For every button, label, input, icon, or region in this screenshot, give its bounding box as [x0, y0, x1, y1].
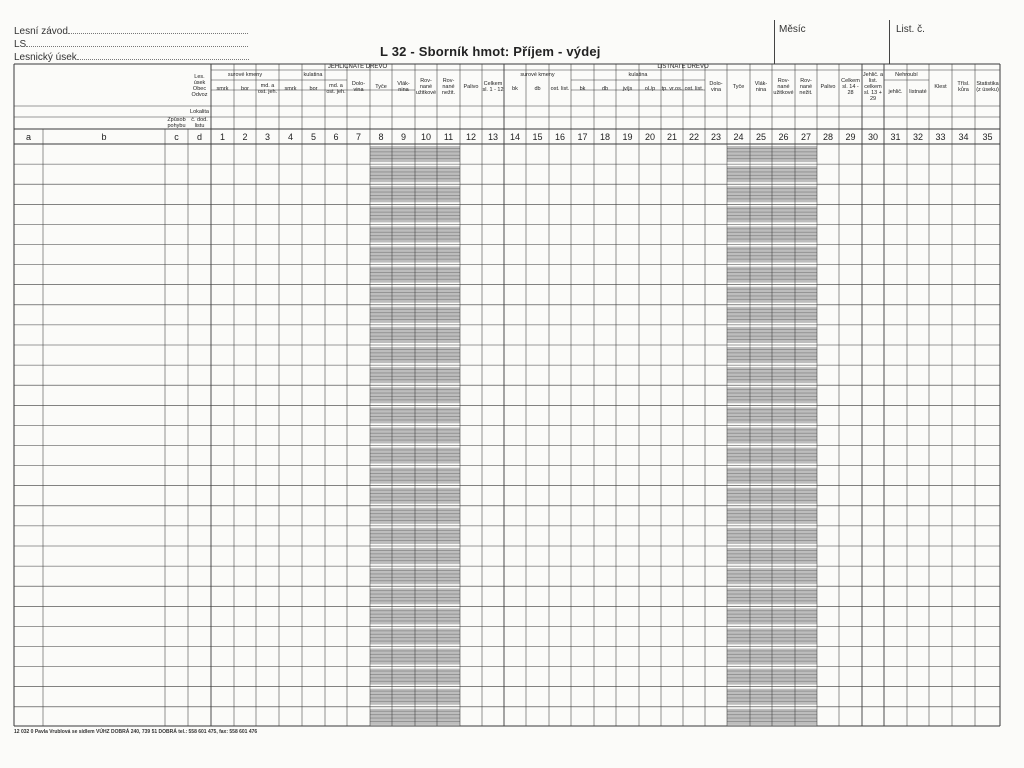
column-header-18: db [601, 86, 609, 92]
column-number-19: 19 [622, 132, 633, 142]
column-number-3: 3 [264, 132, 270, 142]
column-header-23: Dolo- vina [709, 81, 723, 93]
column-number-31: 31 [890, 132, 901, 142]
column-header-7: Dolo- vina [351, 81, 366, 93]
column-number-16: 16 [554, 132, 565, 142]
column-header-31: jehlič. [888, 89, 903, 95]
column-number-5: 5 [310, 132, 316, 142]
column-number-4: 4 [287, 132, 293, 142]
column-header-21: tp. vr.os. [661, 86, 683, 92]
label-lokalita: Lokalita [190, 108, 209, 115]
column-header-22: ost. list. [684, 86, 704, 92]
lesnicky-usek-label: Lesnický úsek [14, 52, 77, 63]
label-c-dod-listu: č. dod. listu [191, 117, 208, 129]
lesni-zavod-label: Lesní závod [14, 26, 68, 37]
ls-label: LS [14, 39, 27, 50]
subgroup-kulatina-jeh: kulatina [303, 72, 323, 78]
column-number-2: 2 [242, 132, 248, 142]
column-number-6: 6 [333, 132, 339, 142]
column-number-7: 7 [355, 132, 361, 142]
column-header-33: Klest [934, 84, 947, 90]
column-number-29: 29 [845, 132, 856, 142]
column-header-3: md. a ost. jeh. [257, 83, 278, 95]
column-number-14: 14 [509, 132, 520, 142]
column-number-18: 18 [599, 132, 610, 142]
column-number-a: a [25, 132, 31, 142]
column-number-27: 27 [800, 132, 811, 142]
column-header-32: listnaté [909, 89, 927, 95]
column-header-29: Celkem sl. 14 - 28 [841, 78, 860, 96]
page-title: L 32 - Sborník hmot: Příjem - výdej [380, 44, 601, 59]
column-header-30: Jehlič. a list. celkem sl. 13 + 29 [862, 72, 884, 102]
column-number-25: 25 [755, 132, 766, 142]
column-number-8: 8 [378, 132, 384, 142]
column-header-25: Vlák- nina [754, 81, 768, 93]
column-header-24: Tyče [732, 84, 745, 90]
column-number-24: 24 [733, 132, 744, 142]
group-jehlicnate-drevo: JEHLIČNATÉ DŘEVO [327, 64, 388, 70]
list-cislo-label: List. č. [896, 24, 925, 35]
column-header-34: Třísl. kůra [957, 81, 970, 93]
column-header-4: smrk [284, 86, 297, 92]
mesic-label: Měsíc [779, 24, 806, 35]
subgroup-kulatina-list: kulatina [628, 72, 648, 78]
column-header-27: Rov- nané nežit. [799, 78, 813, 96]
column-header-16: ost. list. [550, 86, 570, 92]
column-number-12: 12 [465, 132, 476, 142]
column-header-17: bk [579, 86, 586, 92]
column-header-5: bor [309, 86, 318, 92]
column-number-20: 20 [644, 132, 655, 142]
column-number-15: 15 [532, 132, 543, 142]
group-listnate-drevo: LISTNATÉ DŘEVO [657, 64, 709, 70]
column-header-9: Vlák- nina [397, 81, 410, 93]
column-header-1: smrk [216, 86, 229, 92]
column-header-10: Rov- nané užitkové [415, 78, 437, 96]
column-header-8: Tyče [375, 84, 387, 90]
column-number-b: b [101, 132, 107, 142]
subgroup-surove-kmeny-list: surové kmeny [520, 72, 555, 78]
column-header-11: Rov- nané nežit. [441, 78, 456, 96]
column-header-35: Statistika (z úseku) [976, 81, 999, 93]
column-number-32: 32 [912, 132, 923, 142]
column-number-28: 28 [822, 132, 833, 142]
column-number-30: 30 [867, 132, 878, 142]
column-number-10: 10 [420, 132, 431, 142]
column-header-6: md. a ost. jeh. [326, 83, 346, 95]
column-header-19: jv/js [622, 86, 633, 92]
column-number-d: d [196, 132, 202, 142]
label-les-usek-obec-odvoz: Les. úsek Obec Odvoz [191, 74, 208, 98]
column-number-33: 33 [935, 132, 946, 142]
column-number-26: 26 [778, 132, 789, 142]
column-number-c: c [174, 132, 179, 142]
column-number-1: 1 [219, 132, 225, 142]
column-number-35: 35 [982, 132, 993, 142]
column-number-23: 23 [710, 132, 721, 142]
column-header-26: Rov- nané užitkové [773, 78, 794, 96]
column-number-34: 34 [958, 132, 969, 142]
column-number-9: 9 [400, 132, 406, 142]
column-header-20: ol./p [644, 86, 656, 92]
printer-footer: 12 032 0 Pavla Vrublová se sídlem VÚHZ DOBRÁ 240, 739 51 DOBRÁ tel.: 558 601 475, fax: 558 601 476 [14, 729, 258, 735]
column-header-13: Celkem sl. 1 - 12 [482, 81, 504, 93]
column-header-2: bor [241, 86, 249, 92]
subgroup-nehroubi: Nehroubí [895, 72, 918, 78]
column-number-17: 17 [577, 132, 588, 142]
column-header-12: Palivo [463, 84, 479, 90]
column-number-22: 22 [688, 132, 699, 142]
column-header-15: db [534, 86, 541, 92]
column-number-11: 11 [443, 132, 454, 142]
column-number-13: 13 [487, 132, 498, 142]
subgroup-surove-kmeny-jeh: surové kmeny [227, 72, 263, 78]
column-number-21: 21 [666, 132, 677, 142]
label-zpusob-pohybu: Způsob pohybu [167, 117, 186, 129]
column-header-14: bk [512, 86, 518, 92]
column-header-28: Palivo [820, 84, 836, 90]
